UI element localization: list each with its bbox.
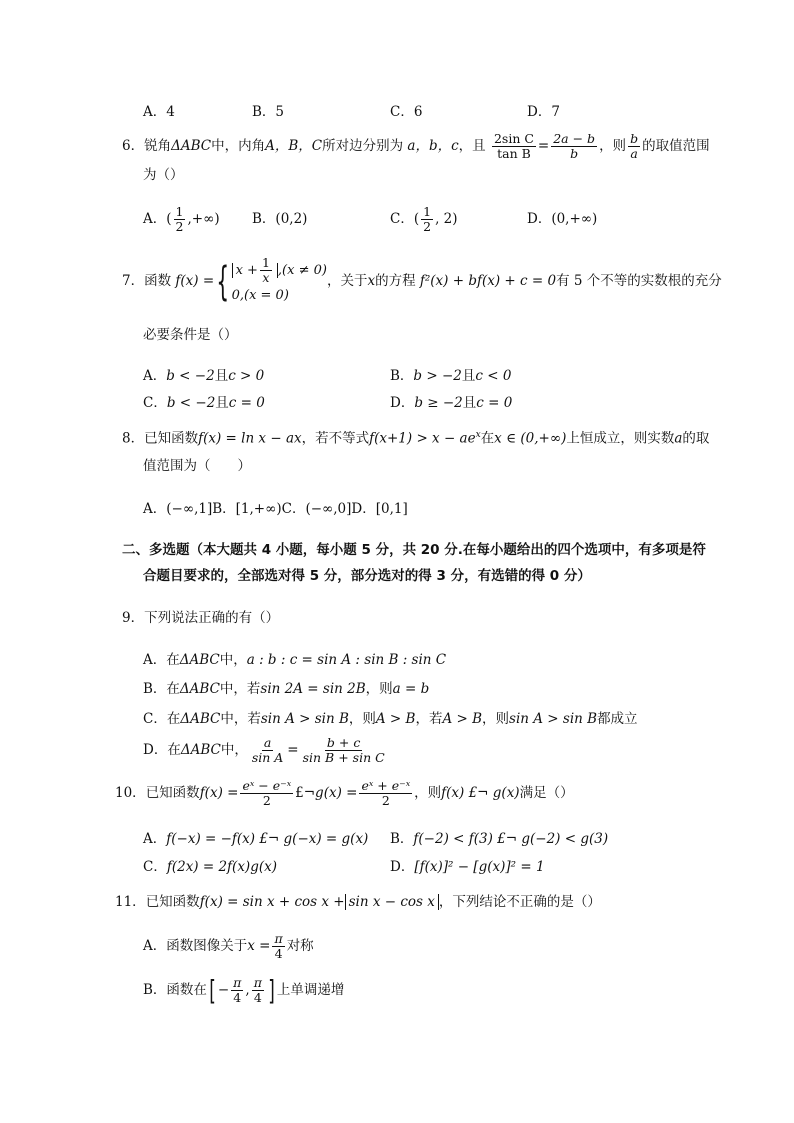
q9-option-a[interactable]: A．在ΔABC中，a : b : c = sin A : sin B : sin C — [143, 652, 447, 668]
section-heading: 二、多选题（本大题共 4 小题，每小题 5 分，共 20 分.在每小题给出的四个选项中，有多项是符 — [122, 542, 706, 558]
q11-option-b[interactable]: B．函数在[ − $\frac{\pi}{4}$ , $\frac{\pi}{4}$ ] 上单调递增 — [143, 973, 345, 1007]
q5-option-d[interactable]: D．7 — [527, 104, 560, 120]
q6-stem-cont: 为（） — [143, 167, 184, 183]
q10-option-d[interactable]: D．[f(x)]² − [g(x)]² = 1 — [390, 859, 545, 875]
q7-stem-cont: 必要条件是（） — [143, 327, 238, 343]
q8-stem: 8．已知函数f(x) = ln x − ax，若不等式$f(x+1) > x - ae^x$在x ∈ (0,+∞)上恒成立，则实数a的取 — [122, 430, 710, 447]
question-number: 10． — [115, 785, 146, 801]
q7-option-c[interactable]: C．b < −2且c = 0 — [143, 395, 265, 411]
fraction: $\frac{2a - b}{b}$ — [553, 131, 596, 161]
q9-option-d[interactable]: D．在ΔABC中， $\frac{a}{\text{sin A}}$ = $\frac{b + c}{\text{sin B + sin C}}$ — [143, 735, 385, 765]
question-number: 8． — [122, 430, 145, 447]
q8-options[interactable]: A．(−∞,1]B．[1,+∞)C．(−∞,0]D．[0,1] — [143, 501, 408, 517]
left-brace-icon: { — [216, 258, 230, 305]
q6-option-b[interactable]: B．(0,2) — [252, 211, 308, 227]
question-number: 11． — [115, 894, 146, 910]
q5-option-a[interactable]: A．4 — [143, 104, 175, 120]
q10-option-b[interactable]: B．f(−2) < f(3) £¬ g(−2) < g(3) — [390, 831, 609, 847]
q6-option-c[interactable]: C．( $\frac{1}{2}$ , 2) — [390, 204, 458, 234]
q9-stem: 9．下列说法正确的有（） — [122, 610, 280, 626]
question-number: 9． — [122, 610, 145, 626]
q11-stem: 11．已知函数f(x) = sin x + cos x + sin x − cos x ，下列结论不正确的是（） — [115, 894, 601, 910]
q5-option-c[interactable]: C．6 — [390, 104, 423, 120]
q5-option-b[interactable]: B．5 — [252, 104, 285, 120]
fraction: $\frac{\text{2sin C}}{\text{tan B}}$ — [493, 131, 534, 161]
right-bracket-icon: ] — [268, 973, 275, 1007]
left-bracket-icon: [ — [209, 973, 216, 1007]
q9-option-c[interactable]: C．在ΔABC中，若sin A > sin B，则A > B，若A > B，则sin A > sin B都成立 — [143, 711, 638, 727]
q10-stem: 10．已知函数f(x) = $\frac{\text{eˣ − e⁻ˣ}}{2}$ £¬g(x) = $\frac{\text{eˣ + e⁻ˣ}}{2}$ ，则f(x) £¬ g(x)满足（） — [115, 778, 574, 808]
q10-option-c[interactable]: C．f(2x) = 2f(x)g(x) — [143, 859, 277, 875]
q7-option-d[interactable]: D．b ≥ −2且c = 0 — [390, 395, 513, 411]
q6-option-a[interactable]: A．( $\frac{1}{2}$ ,+∞) — [143, 204, 220, 234]
q11-option-a[interactable]: A．函数图像关于x = $\frac{\pi}{4}$ 对称 — [143, 931, 314, 961]
q7-option-a[interactable]: A．b < −2且c > 0 — [143, 368, 265, 384]
question-number: 7． — [122, 273, 145, 289]
q7-stem: 7．函数 f(x) ={ x + $\frac{1}{x}$ ,(x ≠ 0) 0,(x = 0) ，关于x的方程 f²(x) + bf(x) + c = 0有 5 个不等的实数根的充分 — [122, 255, 722, 307]
q8-stem-cont: 值范围为（ ） — [143, 458, 251, 474]
fraction: $\frac{b}{a}$ — [630, 131, 639, 161]
q7-option-b[interactable]: B．b > −2且c < 0 — [390, 368, 512, 384]
q10-option-a[interactable]: A．f(−x) = −f(x) £¬ g(−x) = g(x) — [143, 831, 369, 847]
q6-option-d[interactable]: D．(0,+∞) — [527, 211, 598, 227]
section-heading-cont: 合题目要求的，全部选对得 5 分，部分选对的得 3 分，有选错的得 0 分） — [143, 568, 591, 584]
question-number: 6． — [122, 138, 145, 154]
piecewise-cases: x + $\frac{1}{x}$ ,(x ≠ 0) 0,(x = 0) — [231, 255, 327, 303]
q6-stem: 6．锐角ΔABC中，内角A，B，C所对边分别为 a，b，c，且 $\frac{\text{2sin C}}{\text{tan B}}$ = $\frac{2a - b}{b}$ ，则 $\frac{b}{a}$ 的取值范围 — [122, 131, 710, 161]
q9-option-b[interactable]: B．在ΔABC中，若sin 2A = sin 2B，则a = b — [143, 681, 430, 697]
